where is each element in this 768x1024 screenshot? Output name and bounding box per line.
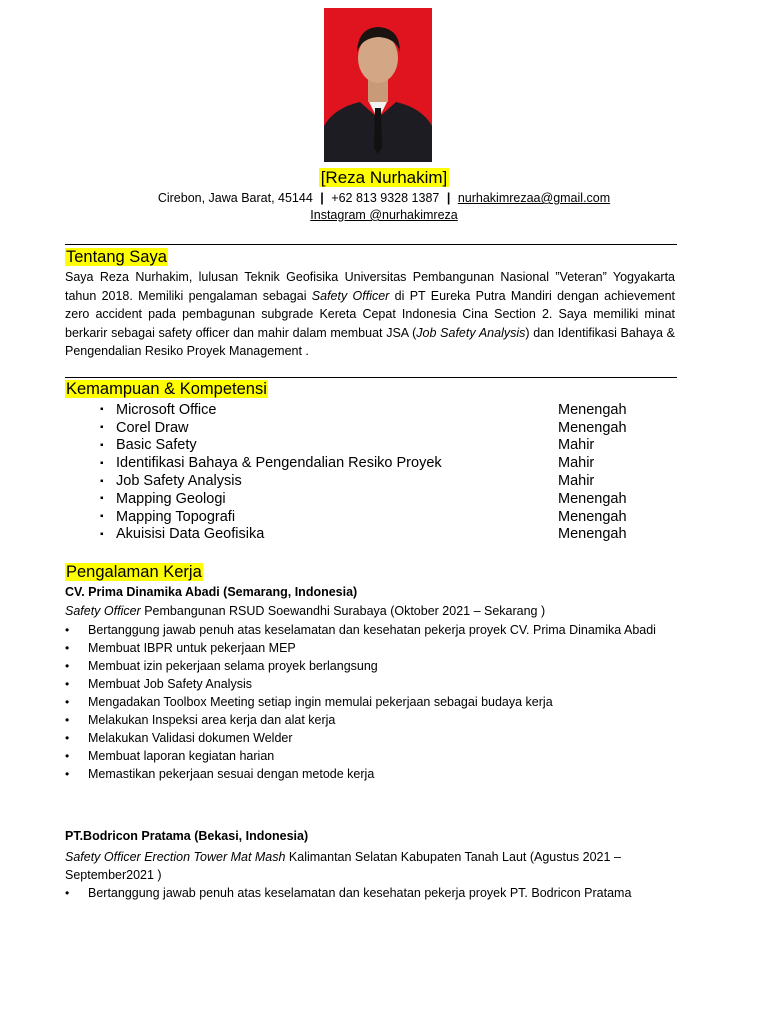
- task-item: • Melakukan Inspeksi area kerja dan alat kerja: [65, 713, 336, 727]
- address: Cirebon, Jawa Barat, 45144: [157, 191, 313, 205]
- skill-level: Menengah: [558, 508, 627, 525]
- skill-name: Mapping Geologi: [116, 490, 226, 507]
- job-role: Safety Officer Erection Tower Mat Mash Kalimantan Selatan Kabupaten Tanah Laut (Agustus 2021 – September2021 ): [65, 850, 621, 882]
- skill-name: Akuisisi Data Geofisika: [116, 526, 265, 543]
- skill-name: Mapping Topografi: [116, 508, 236, 525]
- task-item: • Mengadakan Toolbox Meeting setiap ingin memulai pekerjaan sebagai budaya kerja: [65, 695, 553, 709]
- task-list: [65, 884, 675, 902]
- task-item: • Membuat IBPR untuk pekerjaan MEP: [65, 641, 296, 655]
- about-paragraph: Saya Reza Nurhakim, lulusan Teknik Geofisika Universitas Pembangunan Nasional ”Veteran” Yogyakarta tahun 2018. Memiliki pengalaman sebagai Safety Officer di PT Eureka Putra Mandiri dengan achievement zero accident pada pembagunan subgrade Kereta Cepat Indonesia Cina Section 2. Saya memiliki minat berkarir sebagai safety officer dan mahir dalam membuat JSA (Job Safety Analysis) dan Identifikasi Bahaya & Pengendalian Resiko Proyek Management .: [65, 270, 675, 358]
- skill-name: Basic Safety: [116, 437, 197, 454]
- skill-name: Microsoft Office: [116, 401, 217, 418]
- profile-photo: [324, 8, 432, 162]
- instagram-line: [0, 208, 768, 222]
- instagram-link[interactable]: Instagram @nurhakimreza: [310, 208, 458, 222]
- task-item: • Memastikan pekerjaan sesuai dengan metode kerja: [65, 767, 375, 781]
- skill-level: Mahir: [558, 473, 595, 490]
- skill-row: ▪ Basic Safety Mahir: [100, 437, 595, 454]
- skills-list: [100, 401, 660, 543]
- skill-row: ▪ Mapping Geologi Menengah: [100, 490, 627, 507]
- skill-name: Job Safety Analysis: [116, 473, 242, 490]
- skill-name: Identifikasi Bahaya & Pengendalian Resiko Proyek: [116, 455, 442, 472]
- divider: [65, 244, 677, 245]
- email-link[interactable]: nurhakimrezaa@gmail.com: [457, 191, 611, 205]
- task-item: • Membuat Job Safety Analysis: [65, 677, 252, 691]
- task-item: • Membuat laporan kegiatan harian: [65, 749, 275, 763]
- skill-level: Mahir: [558, 437, 595, 454]
- job-role: Safety Officer Pembangunan RSUD Soewandhi Surabaya (Oktober 2021 – Sekarang ): [65, 604, 546, 618]
- candidate-name: [Reza Nurhakim]: [320, 168, 448, 187]
- company-name: CV. Prima Dinamika Abadi (Semarang, Indonesia): [65, 585, 358, 599]
- skill-row: ▪ Corel Draw Menengah: [100, 419, 627, 436]
- section-heading-experience: Pengalaman Kerja: [66, 563, 202, 581]
- separator: |: [446, 191, 451, 205]
- section-heading-about: Tentang Saya: [66, 248, 167, 266]
- skill-row: ▪ Identifikasi Bahaya & Pengendalian Resiko Proyek Mahir: [100, 455, 595, 472]
- skill-row: ▪ Akuisisi Data Geofisika Menengah: [100, 526, 627, 543]
- section-heading-skills: Kemampuan & Kompetensi: [66, 380, 267, 398]
- task-list: [65, 621, 675, 783]
- phone: +62 813 9328 1387: [331, 191, 440, 205]
- skill-level: Menengah: [558, 419, 627, 436]
- skill-row: ▪ Mapping Topografi Menengah: [100, 508, 627, 525]
- divider: [65, 377, 677, 378]
- skill-level: Menengah: [558, 401, 627, 418]
- task-item: • Bertanggung jawab penuh atas keselamatan dan kesehatan pekerja proyek PT. Bodricon Pratama: [65, 886, 632, 900]
- skill-name: Corel Draw: [116, 419, 189, 436]
- task-item: • Melakukan Validasi dokumen Welder: [65, 731, 293, 745]
- skill-level: Mahir: [558, 455, 595, 472]
- skill-level: Menengah: [558, 490, 627, 507]
- task-item: • Membuat izin pekerjaan selama proyek berlangsung: [65, 659, 378, 673]
- skill-row: ▪ Microsoft Office Menengah: [100, 401, 627, 418]
- skill-row: ▪ Job Safety Analysis Mahir: [100, 473, 595, 490]
- separator: |: [320, 191, 324, 205]
- contact-line: [0, 190, 768, 206]
- skill-level: Menengah: [558, 526, 627, 543]
- task-item: • Bertanggung jawab penuh atas keselamatan dan kesehatan pekerja proyek CV. Prima Dinamika Abadi: [65, 623, 656, 637]
- company-name: PT.Bodricon Pratama (Bekasi, Indonesia): [65, 829, 309, 843]
